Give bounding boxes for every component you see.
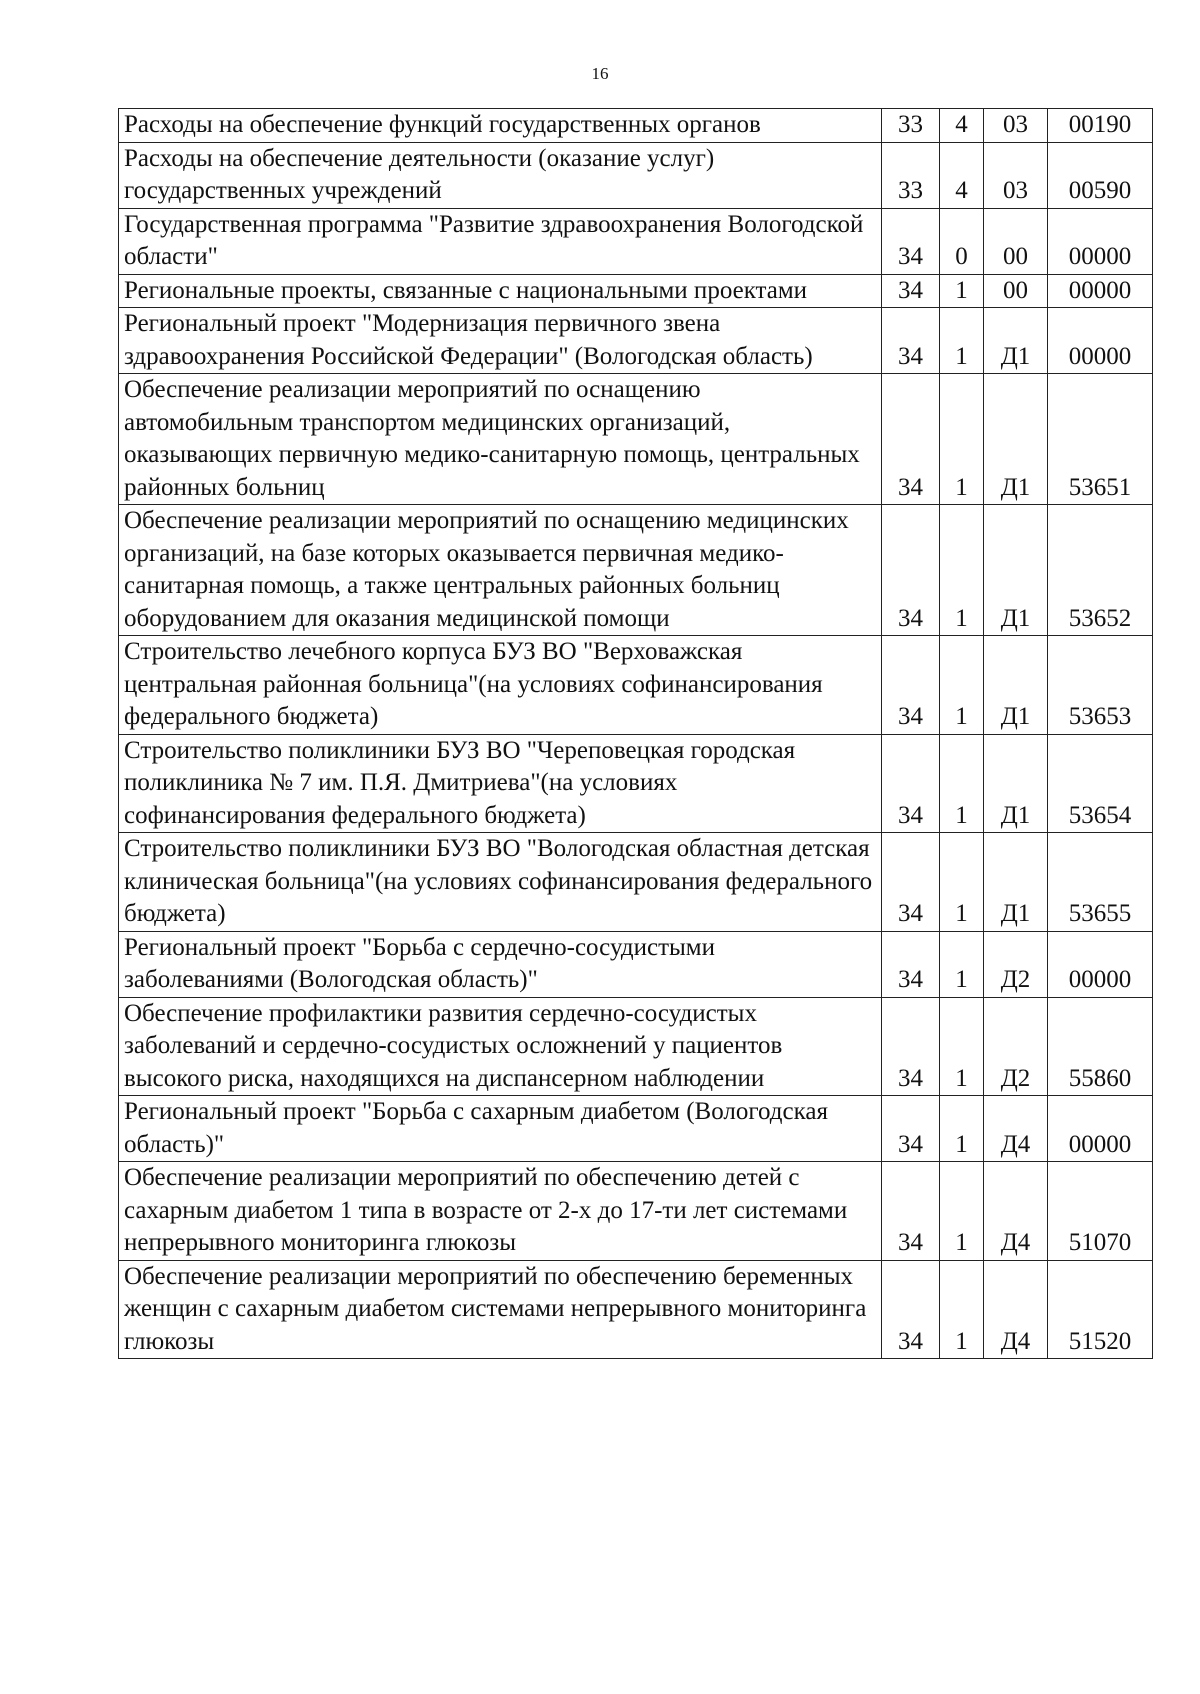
project-code-cell: Д2 [984,997,1048,1096]
direction-code-cell: 55860 [1048,997,1153,1096]
table-row [119,109,1153,143]
project-code-cell: 03 [984,109,1048,143]
project-code-cell: Д1 [984,308,1048,374]
program-code-cell: 34 [882,636,940,735]
table-row [119,374,1153,505]
table-row [119,208,1153,274]
project-code-cell: Д1 [984,636,1048,735]
row-name-cell: Региональный проект "Борьба с сахарным диабетом (Вологодская область)" [119,1096,882,1162]
table-row [119,1096,1153,1162]
direction-code-cell: 53653 [1048,636,1153,735]
project-code-cell: Д4 [984,1260,1048,1359]
table-row [119,274,1153,308]
direction-code-cell: 00000 [1048,274,1153,308]
table-row [119,636,1153,735]
page-number: 16 [591,64,609,83]
program-code-cell: 34 [882,308,940,374]
subprogram-code-cell: 1 [940,1096,984,1162]
program-code-cell: 34 [882,274,940,308]
program-code-cell: 34 [882,1096,940,1162]
table-row [119,308,1153,374]
row-name-cell: Обеспечение реализации мероприятий по оснащению автомобильным транспортом медицинских организаций, оказывающих первичную медико-санитарную помощь, центральных районных больниц [119,374,882,505]
subprogram-code-cell: 1 [940,1260,984,1359]
program-code-cell: 34 [882,997,940,1096]
subprogram-code-cell: 1 [940,997,984,1096]
table-row [119,505,1153,636]
table-row [119,997,1153,1096]
direction-code-cell: 53651 [1048,374,1153,505]
direction-code-cell: 51070 [1048,1162,1153,1261]
table-row [119,1260,1153,1359]
row-name-cell: Обеспечение реализации мероприятий по оснащению медицинских организаций, на базе которых оказывается первичная медико-санитарная помощь, а также центральных районных больниц оборудованием для оказания медицинской помощи [119,505,882,636]
program-code-cell: 34 [882,374,940,505]
project-code-cell: 00 [984,208,1048,274]
direction-code-cell: 00000 [1048,1096,1153,1162]
row-name-cell: Государственная программа "Развитие здравоохранения Вологодской области" [119,208,882,274]
direction-code-cell: 00190 [1048,109,1153,143]
direction-code-cell: 00000 [1048,308,1153,374]
subprogram-code-cell: 4 [940,109,984,143]
row-name-cell: Обеспечение реализации мероприятий по обеспечению беременных женщин с сахарным диабетом системами непрерывного мониторинга глюкозы [119,1260,882,1359]
direction-code-cell: 00000 [1048,931,1153,997]
program-code-cell: 34 [882,208,940,274]
row-name-cell: Региональный проект "Модернизация первичного звена здравоохранения Российской Федерации" (Вологодская область) [119,308,882,374]
project-code-cell: Д1 [984,734,1048,833]
budget-classification-table [118,108,1153,1359]
row-name-cell: Обеспечение реализации мероприятий по обеспечению детей с сахарным диабетом 1 типа в возрасте от 2-х до 17-ти лет системами непрерывного мониторинга глюкозы [119,1162,882,1261]
subprogram-code-cell: 1 [940,931,984,997]
project-code-cell: Д4 [984,1162,1048,1261]
direction-code-cell: 53655 [1048,833,1153,932]
direction-code-cell: 51520 [1048,1260,1153,1359]
project-code-cell: Д1 [984,505,1048,636]
project-code-cell: Д2 [984,931,1048,997]
direction-code-cell: 00590 [1048,142,1153,208]
project-code-cell: 00 [984,274,1048,308]
subprogram-code-cell: 1 [940,734,984,833]
row-name-cell: Строительство поликлиники БУЗ ВО "Вологодская областная детская клиническая больница"(на условиях софинансирования федерального бюджета) [119,833,882,932]
project-code-cell: 03 [984,142,1048,208]
row-name-cell: Строительство поликлиники БУЗ ВО "Череповецкая городская поликлиника № 7 им. П.Я. Дмитриева"(на условиях софинансирования федерального бюджета) [119,734,882,833]
subprogram-code-cell: 1 [940,308,984,374]
program-code-cell: 34 [882,505,940,636]
row-name-cell: Региональные проекты, связанные с национальными проектами [119,274,882,308]
subprogram-code-cell: 1 [940,833,984,932]
table-row [119,833,1153,932]
row-name-cell: Расходы на обеспечение деятельности (оказание услуг) государственных учреждений [119,142,882,208]
direction-code-cell: 00000 [1048,208,1153,274]
subprogram-code-cell: 1 [940,274,984,308]
table-row [119,142,1153,208]
program-code-cell: 34 [882,734,940,833]
table-row [119,734,1153,833]
project-code-cell: Д1 [984,833,1048,932]
subprogram-code-cell: 0 [940,208,984,274]
project-code-cell: Д4 [984,1096,1048,1162]
row-name-cell: Региональный проект "Борьба с сердечно-сосудистыми заболеваниями (Вологодская область)" [119,931,882,997]
subprogram-code-cell: 1 [940,636,984,735]
table-body [119,109,1153,1359]
project-code-cell: Д1 [984,374,1048,505]
row-name-cell: Обеспечение профилактики развития сердечно-сосудистых заболеваний и сердечно-сосудистых осложнений у пациентов высокого риска, находящихся на диспансерном наблюдении [119,997,882,1096]
program-code-cell: 34 [882,1260,940,1359]
direction-code-cell: 53652 [1048,505,1153,636]
table-row [119,1162,1153,1261]
subprogram-code-cell: 1 [940,1162,984,1261]
program-code-cell: 33 [882,109,940,143]
program-code-cell: 33 [882,142,940,208]
direction-code-cell: 53654 [1048,734,1153,833]
subprogram-code-cell: 1 [940,505,984,636]
subprogram-code-cell: 1 [940,374,984,505]
row-name-cell: Строительство лечебного корпуса БУЗ ВО "Верховажская центральная районная больница"(на условиях софинансирования федерального бюджета) [119,636,882,735]
subprogram-code-cell: 4 [940,142,984,208]
row-name-cell: Расходы на обеспечение функций государственных органов [119,109,882,143]
program-code-cell: 34 [882,931,940,997]
table-row [119,931,1153,997]
program-code-cell: 34 [882,1162,940,1261]
program-code-cell: 34 [882,833,940,932]
